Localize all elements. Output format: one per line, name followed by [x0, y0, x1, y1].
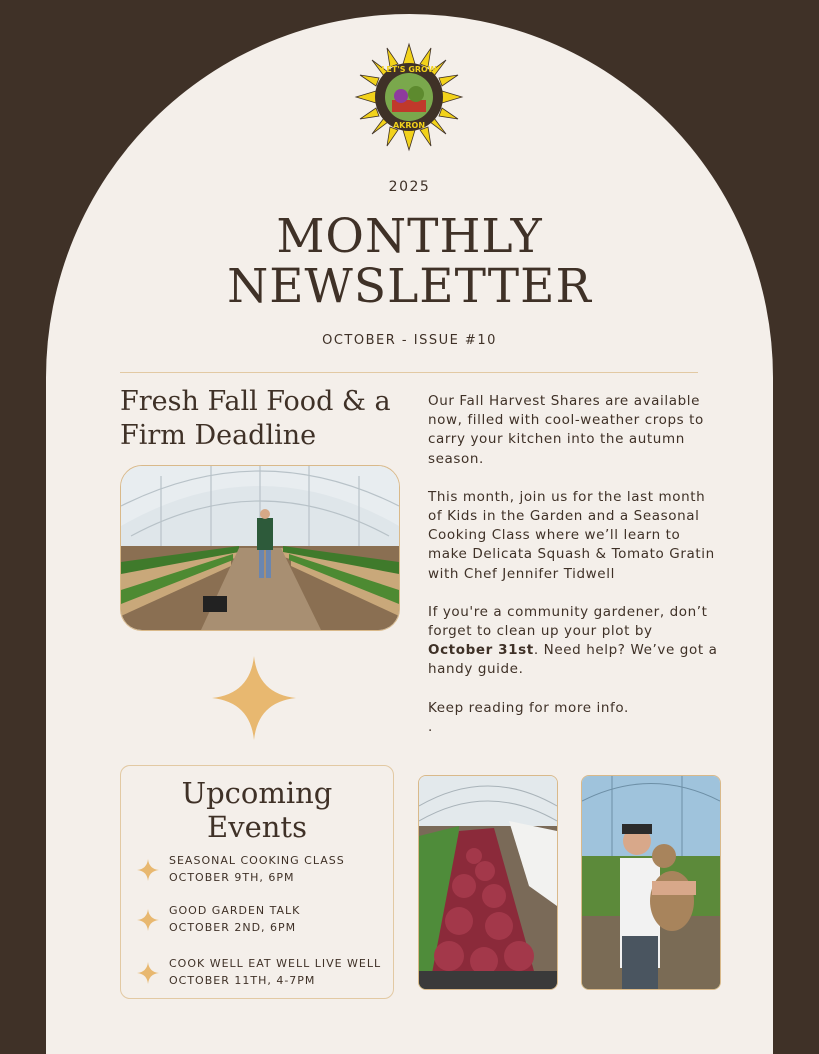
- event-name: GOOD GARDEN TALK: [169, 904, 301, 917]
- sparkle-icon: [137, 859, 159, 881]
- event-name: COOK WELL EAT WELL LIVE WELL: [169, 957, 382, 970]
- event-date: OCTOBER 11TH, 4-7PM: [169, 973, 316, 987]
- event-name: SEASONAL COOKING CLASS: [169, 854, 345, 867]
- sparkle-icon: [137, 962, 159, 984]
- sunflower-logo-icon: [354, 42, 464, 152]
- body-text: [428, 392, 720, 737]
- event-date: OCTOBER 2ND, 6PM: [169, 920, 297, 934]
- event-item: [169, 956, 395, 989]
- paragraph-harvest-shares: Our Fall Harvest Shares are available now, filled with cool-weather crops to carry your kitchen into the autumn season.: [428, 393, 704, 467]
- sparkle-icon: [137, 909, 159, 931]
- greenhouse-photo: [120, 465, 400, 631]
- paragraph-cleanup: If you're a community gardener, don’t forget to clean up your plot by October 31st. Need help? We’ve got a handy guide.: [428, 603, 718, 678]
- deadline-date: October 31st: [428, 642, 534, 659]
- upcoming-events-panel: [120, 765, 394, 999]
- year: 2025: [388, 179, 431, 195]
- logo-text-bottom: AKRON: [392, 121, 426, 130]
- event-item: [169, 903, 395, 936]
- events-title: Upcoming Events: [181, 776, 333, 844]
- paragraph-dot: .: [428, 718, 433, 735]
- logo-text-top: LET'S GROW: [381, 65, 437, 74]
- event-item: [169, 853, 395, 886]
- headline: Fresh Fall Food & a Firm Deadline: [120, 386, 391, 451]
- lettuce-photo: [418, 775, 558, 990]
- divider: [120, 372, 698, 373]
- event-date: OCTOBER 9TH, 6PM: [169, 870, 295, 884]
- gardener-with-dog-photo: [581, 775, 721, 990]
- issue-label: OCTOBER - ISSUE #10: [322, 333, 497, 348]
- paragraph-this-month: This month, join us for the last month of Kids in the Garden and a Seasonal Cooking Class where we’ll learn to make Delicata Squash & Tomato Gratin with Chef Jennifer Tidwell: [428, 488, 715, 582]
- paragraph-keep-reading: Keep reading for more info.: [428, 699, 629, 716]
- title-line-1: MONTHLY: [276, 209, 543, 264]
- sparkle-icon: [212, 656, 296, 740]
- page-title: [0, 209, 819, 314]
- title-line-2: NEWSLETTER: [227, 259, 592, 314]
